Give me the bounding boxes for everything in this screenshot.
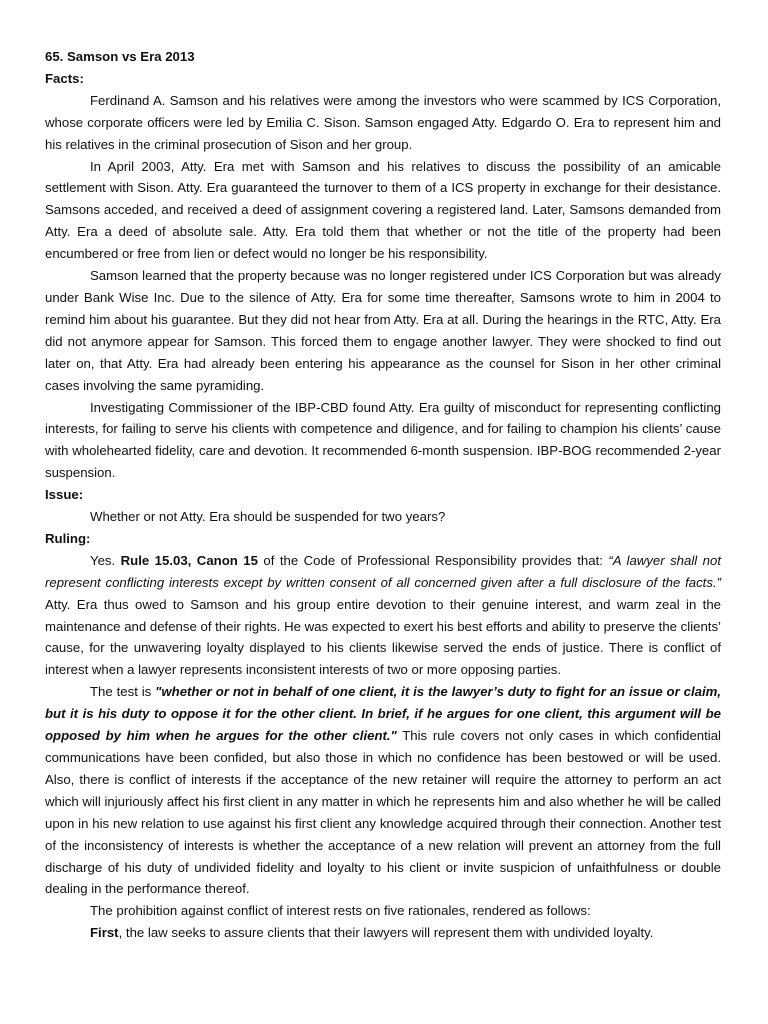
rule-reference: Rule 15.03, Canon 15: [120, 552, 258, 568]
first-rationale-lead: First: [90, 925, 119, 941]
ruling-mid: of the Code of Professional Responsibility provides that:: [257, 552, 609, 568]
test-lead: The test is: [90, 684, 156, 700]
issue-paragraph: Whether or not Atty. Era should be suspended for two years?: [90, 509, 446, 525]
facts-paragraph-4: Investigating Commissioner of the IBP-CBD found Atty. Era guilty of misconduct for representing conflicting interests, for failing to serve his clients with competence and diligence, and for failing to champion his clients’ cause with wholehearted fidelity, care and devotion. It recommended 6-month suspension. IBP-BOG recommended 2-year suspension.: [45, 399, 721, 481]
issue-heading: Issue:: [45, 487, 84, 503]
facts-paragraph-2: In April 2003, Atty. Era met with Samson and his relatives to discuss the possibility of an amicable settlement with Sison. Atty. Era guaranteed the turnover to them of a ICS property in exchange for their desistance. Samsons acceded, and received a deed of assignment covering a registered land. Later, Samsons demanded from Atty. Era a deed of absolute sale. Atty. Era told them that whether or not the title of the property had been encumbered or free from lien or defect would no longer be his responsibility.: [45, 158, 721, 262]
document-page: [45, 46, 721, 944]
first-rationale-text: , the law seeks to assure clients that their lawyers will represent them with undivided loyalty.: [118, 925, 654, 941]
ruling-paragraph-4: [45, 922, 721, 944]
test-rest: This rule covers not only cases in which confidential communications have been confided, but also those in which no confidence has been bestowed or will be used. Also, there is conflict of interests if the acceptance of the new retainer will require the attorney to perform an act which will injuriously affect his first client in any matter in which he represents him and also whether he will be called upon in his new relation to use against his first client any knowledge acquired through their connection. Another test of the inconsistency of interests is whether the acceptance of a new relation will prevent an attorney from the full discharge of his duty of undivided fidelity and loyalty to his client or invite suspicion of unfaithfulness or double dealing in the performance thereof.: [45, 728, 721, 897]
ruling-lead: Yes.: [90, 552, 121, 568]
case-title: 65. Samson vs Era 2013: [45, 49, 195, 64]
ruling-paragraph-3: The prohibition against conflict of interest rests on five rationales, rendered as follows:: [90, 903, 591, 919]
ruling-rest: Atty. Era thus owed to Samson and his group entire devotion to their genuine interest, and warm zeal in the maintenance and defense of their rights. He was expected to exert his best efforts and ability to preserve the clients’ cause, for the unwavering loyalty displayed to his clients likewise served the ends of justice. There is conflict of interest when a lawyer represents inconsistent interests of two or more opposing parties.: [45, 596, 721, 678]
test-quote: "whether or not in behalf of one client, it is the lawyer’s duty to fight for an issue or claim, but it is his duty to oppose it for the other client. In brief, if he argues for one client, this argument will be opposed by him when he argues for the other client.": [45, 684, 721, 744]
ruling-heading: Ruling:: [45, 530, 91, 546]
facts-paragraph-1: Ferdinand A. Samson and his relatives were among the investors who were scammed by ICS Corporation, whose corporate officers were led by Emilia C. Sison. Samson engaged Atty. Edgardo O. Era to represent him and his relatives in the criminal prosecution of Sison and her group.: [45, 92, 721, 152]
ruling-paragraph-1: [45, 550, 721, 681]
ruling-paragraph-2: [45, 681, 721, 900]
rule-quote: “A lawyer shall not represent conflicting interests except by written consent of all concerned given after a full disclosure of the facts.”: [45, 552, 721, 590]
facts-heading: Facts:: [45, 70, 84, 86]
facts-paragraph-3: Samson learned that the property because was no longer registered under ICS Corporation but was already under Bank Wise Inc. Due to the silence of Atty. Era for some time thereafter, Samsons wrote to him in 2004 to remind him about his guarantee. But they did not hear from Atty. Era at all. During the hearings in the RTC, Atty. Era did not anymore appear for Samson. This forced them to engage another lawyer. They were shocked to find out later on, that Atty. Era had already been entering his appearance as the counsel for Sison in her other criminal cases involving the same pyramiding.: [45, 268, 721, 393]
